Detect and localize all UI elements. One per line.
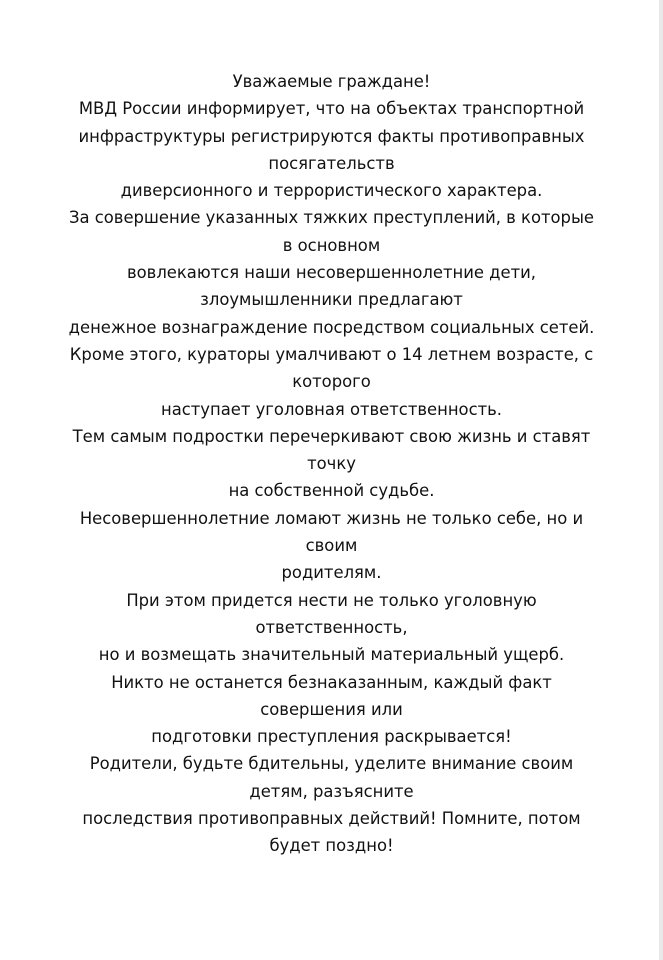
page-edge bbox=[659, 0, 663, 960]
text-line: в основном bbox=[282, 235, 381, 255]
text-line: Родители, будьте бдительны, уделите внимание своим bbox=[89, 754, 574, 774]
text-line: ответственность, bbox=[255, 617, 408, 637]
text-line: точку bbox=[307, 454, 356, 474]
text-line: родителям. bbox=[281, 563, 382, 583]
text-line: детям, разъясните bbox=[249, 781, 414, 801]
text-line: денежное вознаграждение посредством социальных сетей. bbox=[68, 317, 595, 337]
text-line: Несовершеннолетние ломают жизнь не только себе, но и bbox=[79, 508, 584, 528]
text-line: подготовки преступления раскрывается! bbox=[151, 727, 512, 747]
text-line: последствия противоправных действий! Помните, потом bbox=[82, 809, 581, 829]
text-line: на собственной судьбе. bbox=[228, 481, 435, 501]
text-line: будет поздно! bbox=[269, 836, 394, 856]
text-line: но и возмещать значительный материальный ущерб. bbox=[98, 645, 565, 665]
text-line: При этом придется нести не только уголовную bbox=[126, 590, 537, 610]
text-line: Тем самым подростки перечеркивают свою жизнь и ставят bbox=[72, 426, 591, 446]
notice-text bbox=[0, 68, 663, 860]
text-line: совершения или bbox=[260, 699, 403, 719]
text-line: вовлекаются наши несовершеннолетние дети, bbox=[126, 263, 537, 283]
text-line: Никто не останется безнаказанным, каждый факт bbox=[111, 672, 552, 692]
text-line: своим bbox=[305, 536, 358, 556]
text-line: МВД России информирует, что на объектах транспортной bbox=[78, 99, 585, 119]
greeting-line: Уважаемые граждане! bbox=[232, 72, 431, 91]
text-line: наступает уголовная ответственность. bbox=[160, 399, 503, 419]
text-line: диверсионного и террористического характера. bbox=[120, 181, 543, 201]
text-line: инфраструктуры регистрируются факты противоправных bbox=[78, 126, 585, 146]
text-line: За совершение указанных тяжких преступлений, в которые bbox=[68, 208, 594, 228]
text-line: Кроме этого, кураторы умалчивают о 14 летнем возрасте, с bbox=[69, 344, 594, 364]
text-line: злоумышленники предлагают bbox=[200, 290, 463, 310]
text-line: которого bbox=[292, 372, 371, 392]
text-line: посягательств bbox=[268, 153, 395, 173]
